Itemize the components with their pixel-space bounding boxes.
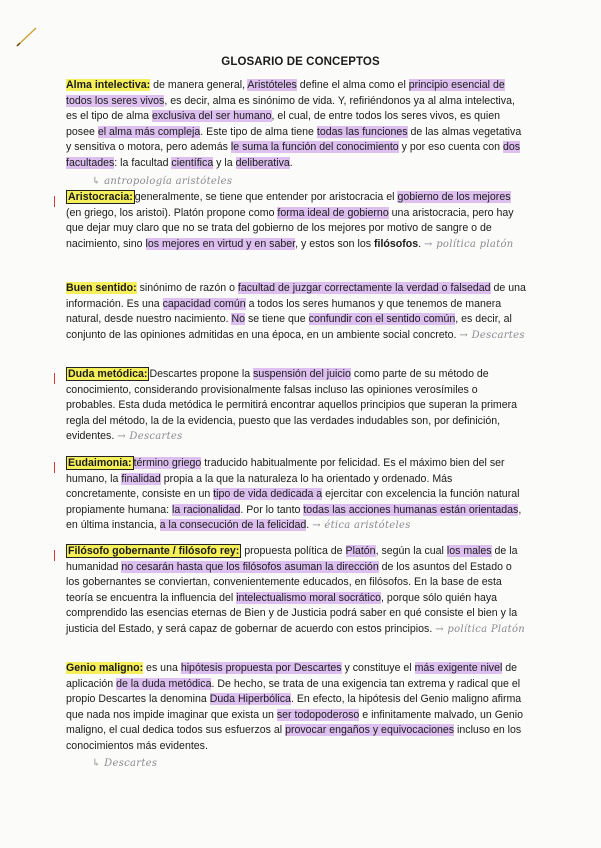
highlight: facultad de juzgar correctamente la verdad o falsedad bbox=[237, 282, 491, 294]
highlight: los mejores en virtud y en saber bbox=[145, 237, 296, 250]
highlight: todas las funciones bbox=[316, 125, 408, 138]
margin-mark bbox=[54, 550, 55, 561]
term-alma-intelectiva: Alma intelectiva: bbox=[66, 79, 151, 91]
highlight: gobierno de los mejores bbox=[397, 191, 511, 203]
entry-filosofo-gobernante: Filósofo gobernante / filósofo rey: propuesta política de Platón, según la cual los males de la humanidad no cesarán hasta que los filósofos asuman la dirección de los asuntos del Estado o los gobernantes se conviertan, convenientemente educados, en filósofos. En la base de esta teoría se encuentra la influencia del intelectualismo moral socrático, porque sólo quién haya comprendido las esencias eternas de Bien y de Justicia podrá saber en qué consiste el bien y la justicia del Estado, y será capaz de gobernar de acuerdo con estos principios. → política Platón bbox=[66, 545, 526, 635]
highlight: provocar engaños y equivocaciones bbox=[285, 724, 455, 737]
highlight: Platón bbox=[345, 545, 376, 557]
highlight: le suma la función del conocimiento bbox=[230, 141, 399, 154]
bold-word: filósofos bbox=[373, 237, 419, 250]
term-genio-maligno: Genio maligno: bbox=[66, 662, 144, 674]
highlight: principio esencial de todos los seres vivos bbox=[66, 79, 505, 107]
entry-aristocracia: Aristocracia: generalmente, se tiene que entender por aristocracia el gobierno de los mejores (en griego, los aristoi). Platón propone como forma ideal de gobierno una aristocracia, pero hay que dejar muy claro que no se trata del gobierno de los mejores por motivo de sangre o de nacimiento, sino los mejores en virtud y en saber, y estos son los filósofos. → política platón bbox=[66, 191, 514, 250]
handwritten-note-alma: ↳ antropología aristóteles bbox=[92, 176, 233, 187]
entry-genio-maligno: Genio maligno: es una hipótesis propuesta por Descartes y constituye el más exigente nivel de aplicación de la duda metódica. De hecho, se trata de una exigencia tan extrema y radical que el propio Descartes la denomina Duda Hiperbólica. En efecto, la hipótesis del Genio maligno afirma que nada nos impide imaginar que exista un ser todopoderoso e infinitamente malvado, un Genio maligno, el cual dedica todos sus esfuerzos al provocar engaños y equivocaciones incluso en los conocimientos más evidentes. bbox=[66, 662, 524, 752]
handwritten-note-aristocracia: → política platón bbox=[424, 238, 514, 250]
entry-duda-metodica: Duda metódica: Descartes propone la suspensión del juicio como parte de su método de conocimiento, considerando provisionalmente falsas incluso las opiniones verosímiles o probables. Esta duda metódica le permitirá encontrar aquellos principios que superan la primera regla del método, la de la evidencia, puesto que las verdades indudables son, por definición, evidentes. → Descartes bbox=[66, 368, 518, 443]
term-duda-metodica: Duda metódica: bbox=[68, 368, 148, 380]
highlight: término griego bbox=[133, 457, 202, 469]
highlight: deliberativa bbox=[235, 156, 290, 169]
handwritten-note-eudaimonia: → ética aristóteles bbox=[312, 520, 411, 532]
highlight: los males bbox=[446, 545, 492, 557]
handwritten-note-buen-sentido: → Descartes bbox=[459, 329, 525, 341]
highlight: de la duda metódica bbox=[116, 677, 212, 690]
term-filosofo-gobernante: Filósofo gobernante / filósofo rey: bbox=[68, 545, 240, 557]
handwritten-note-genio: ↳ Descartes bbox=[92, 758, 158, 769]
highlight: dos facultades bbox=[66, 141, 521, 169]
entry-eudaimonia: Eudaimonia: término griego traducido habitualmente por felicidad. Es el máximo bien del ser humano, la finalidad propia a la que la naturaleza lo ha orientado y ordenado. Más concretamente, consiste en un tipo de vida dedicada a ejercitar con excelencia la función natural propiamente humana: la racionalidad. Por lo tanto todas las acciones humanas están orientadas, en última instancia, a la consecución de la felicidad. → ética aristóteles bbox=[66, 457, 522, 532]
highlight: finalidad bbox=[121, 472, 161, 485]
highlight: forma ideal de gobierno bbox=[277, 206, 389, 219]
highlight: exclusiva del ser humano bbox=[151, 110, 272, 123]
pencil-mark-icon bbox=[14, 24, 40, 50]
highlight: más exigente nivel bbox=[414, 662, 503, 674]
term-aristocracia: Aristocracia: bbox=[68, 191, 133, 203]
highlight: confundir con el sentido común bbox=[308, 313, 456, 326]
highlight: Duda Hiperbólica bbox=[209, 693, 291, 706]
highlight: la racionalidad bbox=[172, 503, 241, 516]
entry-alma-intelectiva: Alma intelectiva: de manera general, Aristóteles define el alma como el principio esencial de todos los seres vivos, es decir, alma es sinónimo de vida. Y, refiriéndonos ya al alma intelectiva, es el tipo de alma exclusiva del ser humano, el cual, de entre todos los seres vivos, es quien posee el alma más compleja. Este tipo de alma tiene todas las funciones de las almas vegetativa y sensitiva o motora, pero además le suma la función del conocimiento y por eso cuenta con dos facultades: la facultad científica y la deliberativa. bbox=[66, 79, 522, 169]
highlight: tipo de vida dedicada a bbox=[213, 488, 323, 501]
handwritten-note-duda: → Descartes bbox=[117, 431, 183, 443]
term-buen-sentido: Buen sentido: bbox=[66, 282, 137, 294]
highlight: ser todopoderoso bbox=[276, 708, 360, 721]
highlight: el alma más compleja bbox=[97, 125, 201, 138]
margin-mark bbox=[54, 373, 55, 384]
highlight: no cesarán hasta que los filósofos asuman la dirección bbox=[121, 560, 379, 573]
highlight: a la consecución de la felicidad bbox=[159, 519, 307, 532]
highlight: hipótesis propuesta por Descartes bbox=[180, 662, 342, 674]
margin-mark bbox=[54, 196, 55, 207]
highlight: científica bbox=[171, 156, 214, 169]
highlight: Aristóteles bbox=[247, 79, 297, 91]
term-eudaimonia: Eudaimonia: bbox=[68, 457, 132, 469]
highlight: todas las acciones humanas están orientadas bbox=[303, 503, 519, 516]
page-title: GLOSARIO DE CONCEPTOS bbox=[221, 56, 380, 68]
entry-buen-sentido: Buen sentido: sinónimo de razón o facultad de juzgar correctamente la verdad o falsedad de una información. Es una capacidad común a todos los seres humanos y que tenemos de manera natural, desde nuestro nacimiento. No se tiene que confundir con el sentido común, es decir, al conjunto de las opiniones admitidas en una época, en un ambiente social concreto. → Descartes bbox=[66, 282, 526, 341]
highlight: No bbox=[231, 313, 246, 326]
highlight: intelectualismo moral socrático bbox=[236, 591, 382, 604]
margin-mark bbox=[54, 462, 55, 473]
highlight: capacidad común bbox=[162, 297, 246, 310]
handwritten-note-filosofo: → política Platón bbox=[435, 623, 526, 635]
highlight: suspensión del juicio bbox=[253, 368, 351, 380]
